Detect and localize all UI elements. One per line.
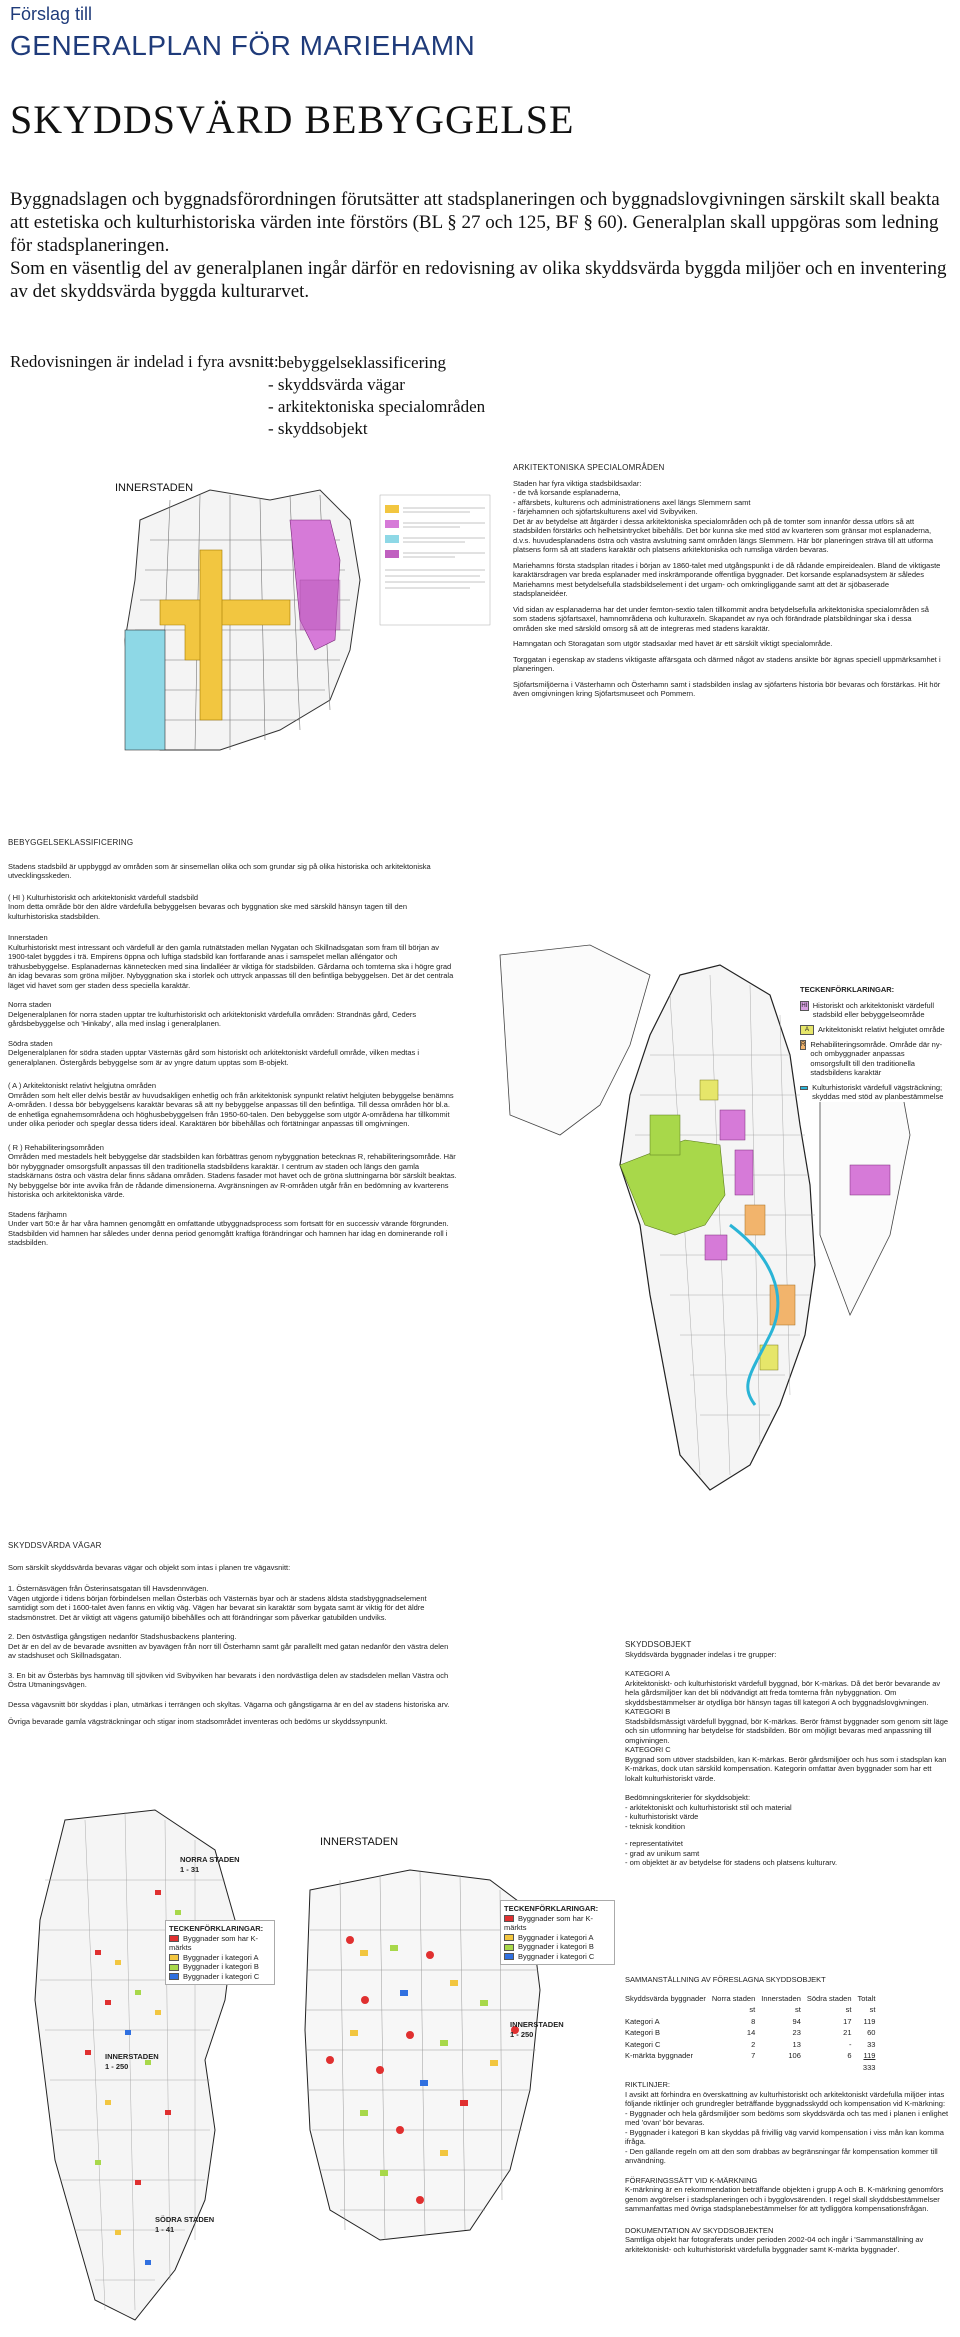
legend-swatch: HI — [801, 1002, 808, 1009]
riktlinjer-text: I avsikt att förhindra en överskattning av kulturhistoriskt och arkitektoniskt värdefulla miljöer intas följande riktlinjer och grundregler beträffande byggnadsskydd och kompensation vid K-märkning: — [625, 2089, 946, 2108]
map-legend — [165, 1920, 275, 1985]
arch-heading: ARKITEKTONISKA SPECIALOMRÅDEN — [513, 463, 665, 472]
table-cell: 23 — [792, 2028, 801, 2037]
map-graphic — [290, 1830, 620, 2250]
riktlinjer-text: - Den gällande regeln om att den som drabbas av begränsningar får kompensation kommer till användning. — [625, 2146, 938, 2165]
map-label: INNERSTADEN — [115, 482, 194, 494]
bebyggelse-subheading: Stadens färjhamn — [8, 1209, 67, 1219]
table-header: Innerstaden — [761, 1993, 801, 2003]
legend-swatch — [800, 1086, 808, 1090]
skyddsobjekt-heading: SKYDDSOBJEKT — [625, 1640, 692, 1649]
table-row — [625, 2027, 881, 2039]
skyddsobjekt-text: Skyddsvärda byggnader indelas i tre grupper: — [625, 1649, 777, 1659]
criteria-item: - arkitektoniskt och kulturhistoriskt stil och material — [625, 1802, 792, 1812]
intro-paragraph-1: Byggnadslagen och byggnadsförordningen förutsätter att stadsplaneringen och byggnadslovgivningen särskilt skall beakta att estetiska och kulturhistoriska värden inte förstörs (BL § 27 och 125, BF § 60). Generalplan skall uppgöras som ledning för stadsplaneringen. — [10, 189, 940, 256]
forfarande-heading: FÖRFARINGSSÄTT VID K-MÄRKNING — [625, 2175, 758, 2185]
vagar-text: Övriga bevarade gamla vägsträckningar och stigar inom stadsområdet inventeras och bedöms ur skyddssynpunkt. — [8, 1717, 388, 1726]
vagar-heading: SKYDDSVÄRDA VÄGAR — [8, 1541, 102, 1550]
table-cell: 60 — [867, 2028, 876, 2037]
table-cell: 21 — [843, 2028, 852, 2037]
legend-swatch — [504, 1944, 514, 1951]
legend-item — [504, 1942, 611, 1952]
bebyggelse-heading: BEBYGGELSEKLASSIFICERING — [8, 838, 134, 847]
legend-label: Arkitektoniskt relativt helgjutet område — [818, 1024, 945, 1034]
legend-label: Byggnader i kategori B — [183, 1962, 259, 1971]
table-units-row — [625, 2004, 881, 2016]
legend-item — [169, 1934, 271, 1953]
skyddsobjekt-text: Byggnad som utöver stadsbilden, kan K-märkas. Berör gårdsmiljöer och hus som i stadsplan kan K-märkas, dock utan särskild kompensation. Kategorin omfattar även byggnader som har ett lokalt kulturhistoriskt värde. — [625, 1754, 947, 1783]
table-cell: 2 — [751, 2039, 756, 2049]
legend-label: Byggnader i kategori B — [518, 1942, 594, 1951]
legend-swatch — [169, 1964, 179, 1971]
legend-title: TECKENFÖRKLARINGAR: — [800, 985, 895, 994]
map-legend — [800, 985, 945, 1102]
legend-swatch — [504, 1953, 514, 1960]
table-cell: - — [849, 2039, 852, 2049]
legend-label: Byggnader i kategori C — [518, 1951, 595, 1961]
section-item: - skyddsobjekt — [268, 419, 368, 438]
map-skyddsobjekt-stad — [5, 1800, 280, 2330]
map-graphic — [100, 460, 500, 760]
legend-label: Byggnader som har K-märkts — [169, 1933, 259, 1952]
table-row — [625, 2039, 881, 2051]
legend-title: TECKENFÖRKLARINGAR: — [169, 1924, 264, 1933]
dokumentation-heading: DOKUMENTATION AV SKYDDSOBJEKTEN — [625, 2225, 774, 2235]
criteria-item: - teknisk kondition — [625, 1821, 686, 1831]
table-cell: st — [869, 2005, 876, 2014]
section-item: - skyddsvärda vägar — [268, 375, 405, 394]
dokumentation-text: Samtliga objekt har fotograferats under perioden 2002-04 och ingår i 'Sammanställning av arkitektoniskt- och kulturhistoriskt värdefulla byggnader samt K-märkta byggnader'. — [625, 2235, 924, 2254]
arch-text: Vid sidan av esplanaderna har det under femton-sextio talen tillkommit andra betydelsefulla arkitektoniska specialområden så som stadens sjöfartsaxel, hamnområdena och kulturaxeln. Skapandet av nya och förändrade platsbildningar ska i dessa områden ske med särskild omsorg så att de integreras med stadens karaktär. — [513, 604, 929, 633]
table-cell — [807, 2062, 858, 2074]
section-item: - bebyggelseklassificering — [268, 353, 446, 372]
vagar-text: Det är en del av de bevarade avsnitten av byavägen från norr till Österhamn samt går parallellt med gatan nedanför den västra delen av stadshuset och Skillnadsgatan. — [8, 1641, 449, 1660]
criteria-item: - kulturhistoriskt värde — [625, 1812, 699, 1821]
legend-swatch: R — [801, 1041, 806, 1048]
legend-swatch — [169, 1973, 179, 1980]
legend-item — [800, 1040, 945, 1078]
legend-item — [504, 1933, 611, 1943]
table-cell: 17 — [843, 2016, 852, 2026]
summary-heading: SAMMANSTÄLLNING AV FÖRESLAGNA SKYDDSOBJEKT — [625, 1975, 826, 1984]
skyddsobjekt-section — [625, 1640, 950, 1868]
legend-item — [504, 1952, 611, 1962]
bebyggelse-text: Under vart 50:e år har våra hamnen genomgått en omfattande utbyggnadsprocess som fortsatt för en successiv värande förgrunden. Stadsbilden vid hamnen har således under denna period genomgått kraftiga förändringar och hamnen har idag en dominerande roll i stadsbilden. — [8, 1219, 449, 1247]
bebyggelse-text: Områden med mestadels helt bebyggelse där stadsbilden kan förbättras genom nybyggnation betecknas R, rehabiliteringsområde. Här bör nybyggnader omsorgsfullt anpassas till den traditionella stadsbildens karaktär. I centrum av staden och längs den gamla stadskärnans östra och västra delar finns sådana områden. Stadens fasader mot havet och de gröna sluttningarna bör särskilt beaktas. Ny bebyggelse bör inte avvika från de rådande dimensionerna. Avgränsningen av R-områden utgår från en bedömning av kvarterens historiska och arkitektoniska värde. — [8, 1152, 457, 1199]
table-cell — [625, 2004, 712, 2016]
riktlinjer-text: - Byggnader och hela gårdsmiljöer som bedöms som skyddsvärda och tas med i planen i enlighet med 'ovan' bör bevaras. — [625, 2108, 949, 2127]
table-cell: 119 — [863, 2016, 876, 2026]
skyddsobjekt-text: Stadsbildsmässigt värdefull byggnad, bör K-märkas. Berör främst byggnader som genom sitt läge och sin utformning har betydelse för stadsbilden. Bör om möjligt bevaras med anpassning till omgivningen. — [625, 1716, 949, 1745]
table-cell: 13 — [792, 2039, 801, 2049]
map-sublabel: INNERSTADEN 1 - 250 — [510, 2020, 564, 2039]
vagar-text: Som särskilt skyddsvärda bevaras vägar och objekt som intas i planen tre vägavsnitt: — [8, 1562, 291, 1572]
legend-item — [800, 1083, 945, 1102]
table-cell: 14 — [746, 2028, 756, 2037]
legend-item — [169, 1972, 271, 1982]
skyddsobjekt-subheading: Bedömningskriterier för skyddsobjekt: — [625, 1793, 751, 1802]
table-cell: 106 — [788, 2051, 801, 2060]
summary-table — [625, 1993, 881, 2074]
map-skyddsobjekt-innerstaden — [290, 1830, 620, 2250]
summary-section — [625, 1975, 950, 2073]
map-label-sodra: SÖDRA STADEN 1 - 41 — [155, 2215, 215, 2234]
skyddsobjekt-subheading: KATEGORI A — [625, 1669, 670, 1678]
bebyggelse-subheading: Norra staden — [8, 1000, 52, 1009]
riktlinjer-text: - Byggnader i kategori B kan skyddas på frivillig väg varvid kompensation i viss mån kan komma ifråga. — [625, 2127, 944, 2146]
table-cell: Kategori B — [625, 2028, 661, 2037]
arch-section — [513, 463, 943, 699]
bebyggelse-subheading: ( R ) Rehabiliteringsområden — [8, 1142, 104, 1152]
intro-paragraph-2: Som en väsentlig del av generalplanen ingår därför en redovisning av olika skyddsvärda byggda miljöer och en inventering av det skyddsvärda byggda kulturarvet. — [10, 258, 947, 302]
legend-label: Byggnader i kategori A — [183, 1952, 259, 1962]
legend-label: Byggnader som har K-märkts — [504, 1913, 594, 1932]
header-subtitle: Förslag till — [10, 4, 93, 24]
legend-label: Kulturhistoriskt värdefull vägsträckning; skyddas med stöd av planbestämmelse — [812, 1082, 944, 1101]
table-header: Totalt — [857, 1993, 876, 2003]
table-header: Skyddsvärda byggnader — [625, 1993, 706, 2003]
riktlinjer-section — [625, 2080, 950, 2254]
legend-item — [169, 1953, 271, 1963]
legend-item — [800, 1001, 945, 1020]
arch-text: Hamngatan och Storagatan som utgör stadsaxlar med havet är ett särskilt viktigt specialområde. — [513, 639, 833, 648]
map-label-norra: NORRA STADEN 1 - 31 — [180, 1855, 240, 1874]
legend-label: Byggnader i kategori A — [518, 1932, 594, 1942]
table-cell: K-märkta byggnader — [625, 2051, 693, 2060]
legend-item — [504, 1914, 611, 1933]
table-cell: 8 — [751, 2016, 756, 2026]
page-title: SKYDDSVÄRD BEBYGGELSE — [10, 97, 575, 142]
vagar-text: Dessa vägavsnitt bör skyddas i plan, utmärkas i terrängen och skyltas. Vägarna och gångstigarna är en del av stadens historiska arv. — [8, 1699, 450, 1709]
table-cell: Kategori C — [625, 2039, 661, 2049]
table-cell — [712, 2062, 761, 2074]
legend-label: Historiskt och arkitektoniskt värdefull stadsbild eller bebyggelseområde — [812, 1000, 935, 1019]
bebyggelse-text: Delgeneralplanen för norra staden upptar tre kulturhistoriskt och arkitektoniskt värdefulla områden: Strandnäs gård, Ceders gårdsbebyggelse och 'Hinkaby', alla med inslag i generalplanen. — [8, 1009, 417, 1028]
table-cell: 6 — [847, 2051, 852, 2060]
section-item: - arkitektoniska specialområden — [268, 397, 486, 416]
vagar-subheading: 3. En bit av Österbäs bys hamnväg till sjöviken vid Svibyviken har bevarats i den nordvästliga delen av stadsdelen mellan Västra och Östra Utmaningsvägen. — [8, 1670, 449, 1689]
table-cell: Kategori A — [625, 2016, 660, 2026]
legend-swatch — [169, 1935, 179, 1942]
legend-title: TECKENFÖRKLARINGAR: — [504, 1904, 599, 1913]
map-label-inner: INNERSTADEN 1 - 250 — [105, 2052, 159, 2071]
arch-text: Sjöfartsmiljöerna i Västerhamn och Österhamn samt i stadsbilden inslag av sjöfartens historia bör bevaras och förstärkas. Hit hör även omgivningen kring Sjöfartsmuseet och Pommern. — [513, 679, 941, 698]
table-cell: st — [749, 2005, 756, 2014]
criteria-spacer — [625, 1831, 950, 1839]
table-row — [625, 2016, 881, 2028]
forfarande-text: K-märkning är en rekommendation beträffande objekten i grupp A och B. K-märkning genomförs genom avgörelser i stadsplaneringen och i bygglovsärenden. I regel skall skyddsbestämmelser sammanfattas med övriga stadsplanebestämmelser för att tydliggöra kompensationsfrågan. — [625, 2185, 944, 2213]
legend-item — [800, 1025, 945, 1035]
bebyggelse-subheading: Södra staden — [8, 1038, 53, 1048]
bebyggelse-text: Inom detta område bör den äldre värdefulla bebyggelsen bevaras och byggnation ske med särskild hänsyn tagen till den kulturhistoriska stadsbilden. — [8, 902, 407, 921]
bebyggelse-section — [8, 838, 458, 1248]
map-legend — [500, 1900, 615, 1965]
legend-swatch — [504, 1915, 514, 1922]
vagar-subheading: 2. Den östvästliga gångstigen nedanför Stadshusbackens plantering. — [8, 1632, 237, 1641]
table-cell: 119 — [863, 2051, 876, 2060]
criteria-item: - om objektet är av betydelse för stadens och platsens kulturarv. — [625, 1858, 838, 1867]
skyddsobjekt-subheading: KATEGORI B — [625, 1707, 671, 1716]
legend-label: Byggnader i kategori C — [183, 1971, 260, 1981]
riktlinjer-heading: RIKTLINJER: — [625, 2080, 671, 2089]
table-cell — [625, 2062, 712, 2074]
legend-item — [169, 1962, 271, 1972]
arch-text: - de två korsande esplanaderna, — [513, 488, 621, 497]
header-title: GENERALPLAN FÖR MARIEHAMN — [10, 30, 476, 61]
table-header-row — [625, 1993, 881, 2005]
table-cell: st — [845, 2005, 852, 2014]
bebyggelse-text: Områden som helt eller delvis består av huvudsakligen enhetlig och från arkitektonisk synpunkt relativt helgjuten bebyggelse benämns A-områden. I dessa bör bebyggelsens karaktär bevaras så att ny bebyggelse anpassas till den befintliga. Till dessa områden hör bl.a. de enhetliga egnahemsområdena och höghusbebyggelsen från 1950-60-talen. Den bebyggelse som utgör A-områdena har tillkommit under olika perioder och speglar dessa tiders ideal. Karaktären bör bibehållas och förtätningar anpassas till omgivningen. — [8, 1090, 454, 1128]
table-cell: 94 — [792, 2016, 801, 2026]
criteria-item: - representativitet — [625, 1839, 683, 1848]
criteria-item: - grad av unikum samt — [625, 1848, 700, 1858]
vagar-text: Vägen utgjorde i tidens början förbindelsen mellan Österbäs och Västernäs byar och är stadens äldsta stadsbyggnadselement samtidigt som det i 1600-talet även fanns en viktig väg. Vägen har bevarat sin karaktär som bygata samt är viktig för det äldre stadsmönstret. Det är viktigt att vägens gatumiljö bibehålles och att förändringar som påverkar gatubilden undviks. — [8, 1593, 427, 1622]
map-klassificering — [470, 935, 950, 1495]
table-cell: 33 — [867, 2039, 876, 2049]
map-label: INNERSTADEN — [320, 1836, 399, 1848]
vagar-subheading: 1. Östernäsvägen från Österinsatsgatan till Havsdennvägen. — [8, 1584, 209, 1593]
bebyggelse-subheading: ( A ) Arkitektoniskt relativt helgjutna områden — [8, 1081, 156, 1090]
arch-text: - färjehamnen och sjöfartskulturens axel vid Svibyviken. — [513, 507, 698, 516]
intro-text — [10, 188, 950, 303]
arch-text: Torggatan i egenskap av stadens viktigaste affärsgata och därmed något av stadens ansikte bör ägnas speciell uppmärksamhet i planeringen. — [513, 654, 941, 673]
table-cell — [761, 2062, 807, 2074]
table-header: Södra staden — [806, 1993, 852, 2003]
bebyggelse-subheading: ( HI ) Kulturhistoriskt och arkitektoniskt värdefull stadsbild — [8, 892, 199, 902]
sections-list — [268, 352, 485, 440]
legend-swatch — [504, 1934, 514, 1941]
bebyggelse-text: Stadens stadsbild är uppbyggd av områden som är sinsemellan olika och som grundar sig på olika historiska och arkitektoniska utvecklingsskeden. — [8, 861, 431, 880]
arch-text: - affärsbets, kulturens och administrationens axel längs Slemmern samt — [513, 497, 751, 507]
table-row — [625, 2062, 881, 2074]
table-row — [625, 2050, 881, 2062]
legend-label: Rehabiliteringsområde. Område där ny- och ombyggnader anpassas omsorgsfullt till den traditionella stadsbildens karaktär — [810, 1039, 943, 1077]
bebyggelse-subheading: Innerstaden — [8, 933, 48, 942]
table-cell: st — [795, 2005, 801, 2014]
table-cell: 7 — [751, 2051, 756, 2060]
bebyggelse-text: Kulturhistoriskt mest intressant och värdefull är den gamla rutnätstaden mellan Nygatan och Skillnadsgatan som fram till början av 1900-talet byggdes i trä. Empirens öppna och luftiga stadsbild kan fortfarande anas i samspelet mellan alléngator och trähusbebyggelse. Esplanadernas kännetecken med sina lindalléer är viktiga för stadsbilden. Gårdarna och tomterna ska i högre grad än idag bevaras som gröna miljöer. Nybyggnation ska i storlek och uttryck anpassas till den befintliga bebyggelsen. Det är det centrala läget vid havet som ger staden dess speciella karaktär. — [8, 942, 454, 990]
skyddsobjekt-subheading: KATEGORI C — [625, 1745, 671, 1754]
skyddsobjekt-text: Arkitektoniskt- och kulturhistoriskt värdefull byggnad, bör K-märkas. Då det berör bevarande av hela gårdsmiljöer kan det bli nödvändigt att freda tomterna från nybyggnation. Om skyddsbestämmelser är otydliga bör hänsyn tagas till kategori A och byggnadslovgivningen. — [625, 1678, 941, 1707]
map-innerstaden-special — [100, 460, 500, 760]
bebyggelse-text: Delgeneralplanen för södra staden upptar Västernäs gård som historiskt och arkitektoniskt värdefull område, vilken medtas i generalplanen. Östergårds bebyggelse som är av yngre datum upptas som B-objekt. — [8, 1048, 420, 1067]
arch-text: Det är av betydelse att åtgärder i dessa arkitektoniska specialområden och på de tomter som innanför dessa utförs så att stadsbilden förstärks och helhetsintrycket bibehålls. Det bör kunna ske med stöd av kvarteren som gränsar mot esplanaderna, d.v.s. huvudesplanadens östra och västra avslutning samt områden längs Slemmern. Här bör planeringen sträva till att utforma platsens form så att stadens karaktär och platsens arkitektoniska och rumsliga värden bevaras. — [513, 516, 934, 554]
sections-label: Redovisningen är indelad i fyra avsnitt: — [10, 352, 279, 371]
legend-swatch — [169, 1954, 179, 1961]
arch-text: Mariehamns första stadsplan ritades i början av 1860-talet med utgångspunkt i de då rådande empireidealen. Bland de viktigaste karaktärsdragen var breda esplanader med inskrämporande offentliga byggnader. Det korsande esplanadsystem är således Mariehamns mest betydelsefulla stadsbildselement i det urgam- och omkringliggande samt att det är sjöbaserade stadsplaneidéer. — [513, 560, 941, 598]
table-cell: 333 — [862, 2062, 876, 2072]
legend-swatch: A — [800, 1025, 814, 1035]
table-header: Norra staden — [711, 1993, 756, 2003]
vagar-section — [8, 1541, 458, 1727]
arch-text: Staden har fyra viktiga stadsbildsaxlar: — [513, 478, 642, 488]
